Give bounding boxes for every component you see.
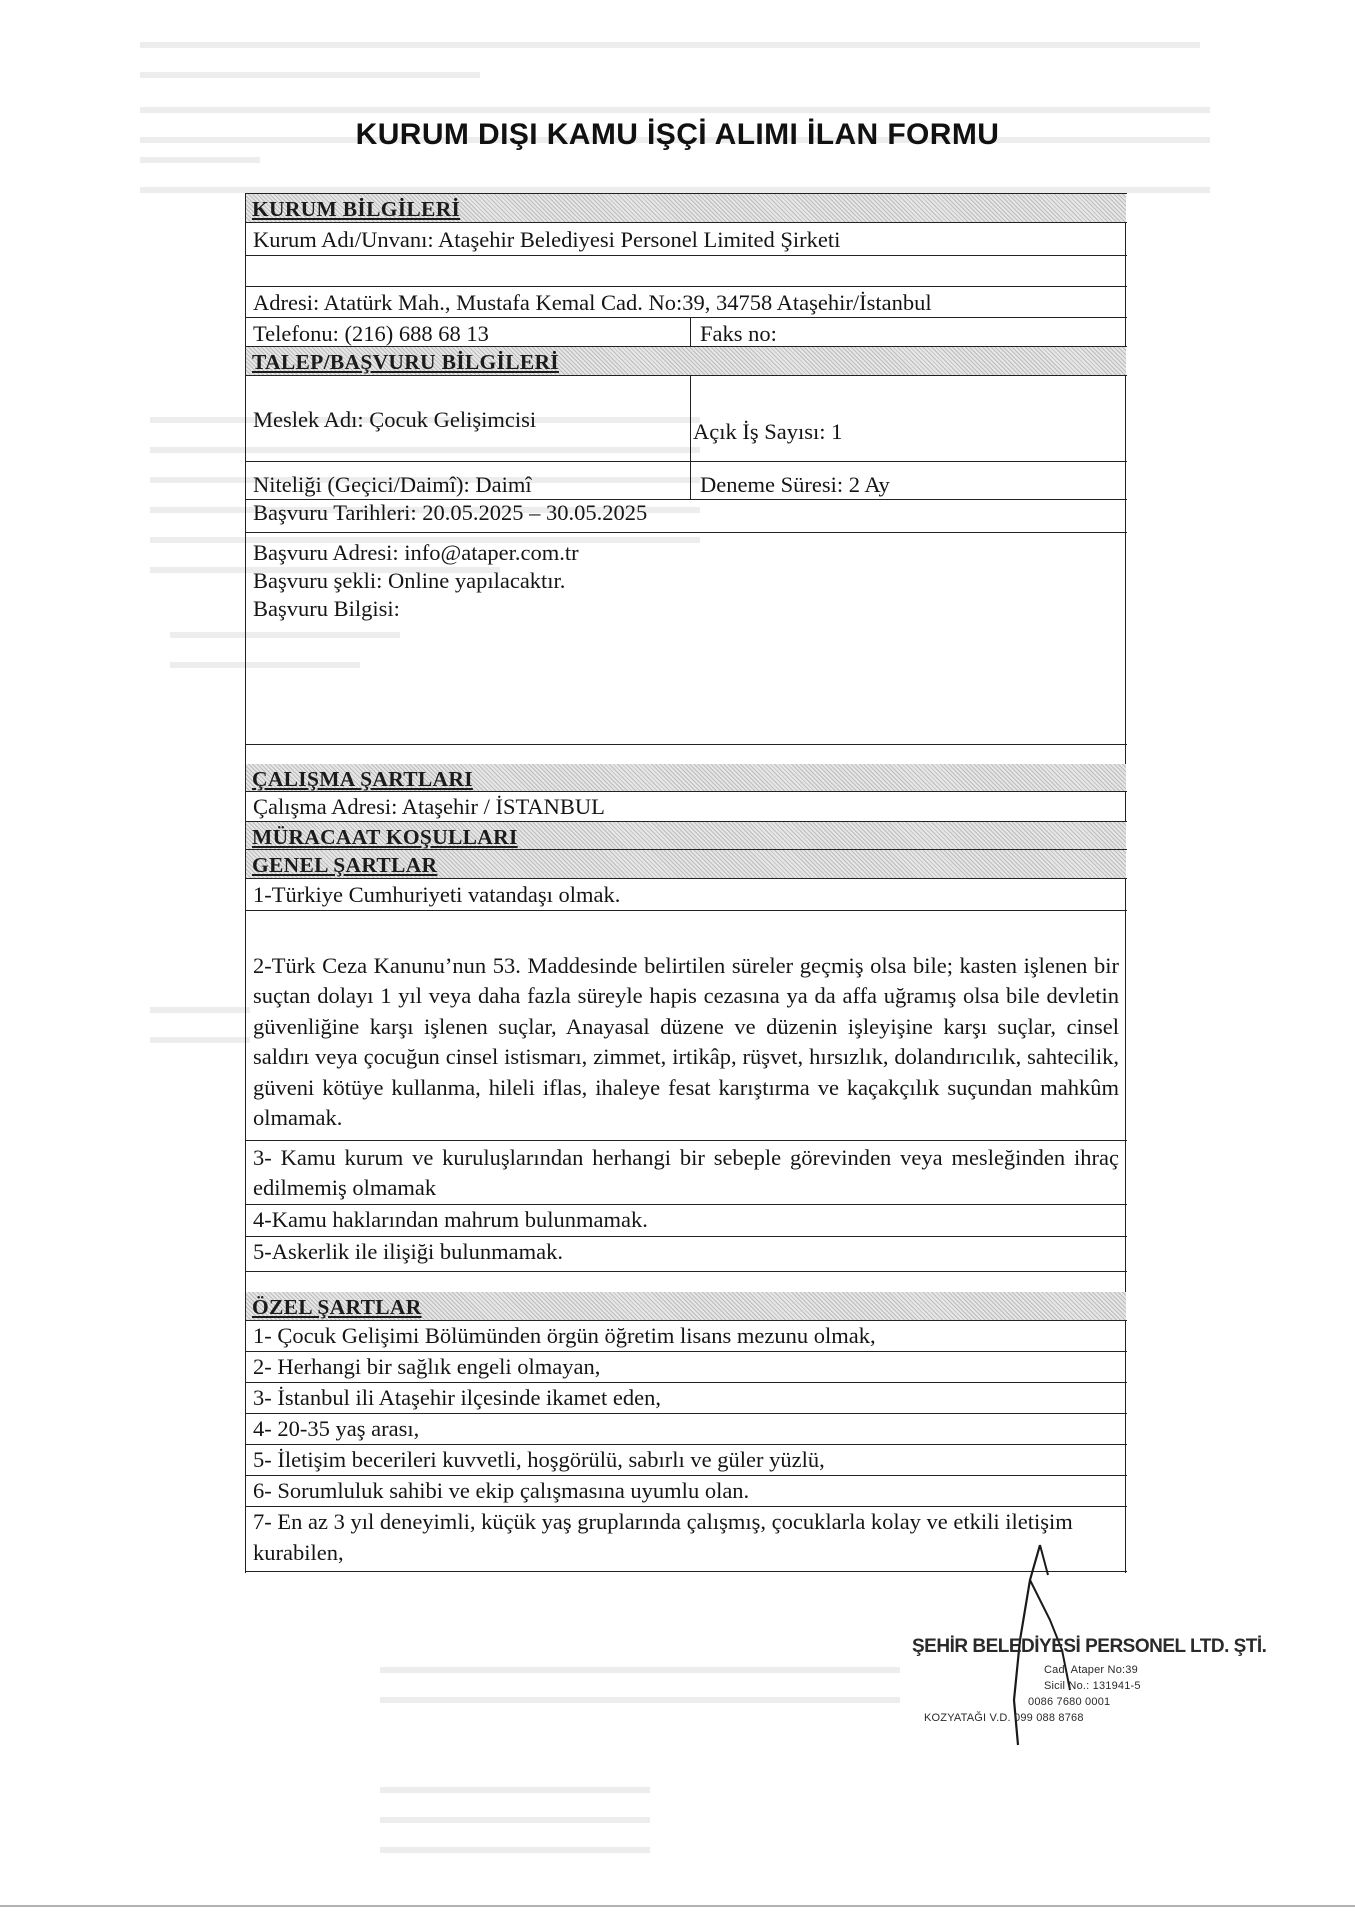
form-border-left bbox=[245, 193, 246, 1573]
column-divider bbox=[690, 375, 691, 461]
row-divider bbox=[245, 286, 1127, 287]
row-divider bbox=[245, 375, 1127, 376]
stamp-mersis: 0086 7680 0001 bbox=[1028, 1696, 1111, 1708]
genel-item: 3- Kamu kurum ve kuruluşlarından herhangi bir sebeple görevinden veya mesleğinden ihraç edilmemiş olmamak bbox=[253, 1145, 1119, 1201]
section-header-label: GENEL ŞARTLAR bbox=[252, 853, 438, 877]
kurum-phone: Telefonu: (216) 688 68 13 bbox=[253, 321, 489, 346]
section-header-muracaat bbox=[246, 822, 1126, 850]
genel-item: 4-Kamu haklarından mahrum bulunmamak. bbox=[253, 1207, 648, 1232]
row-divider bbox=[245, 1571, 1127, 1572]
section-header-kurum bbox=[246, 194, 1126, 222]
genel-item: 2-Türk Ceza Kanunu’nun 53. Maddesinde belirtilen süreler geçmiş olsa bile; kasten işlenen bir suçtan dolayı 1 yıl veya daha fazla süreyle hapis cezasına ya da affa uğramış olsa bile devletin güvenliğine karşı işlenen suçlar, Anayasal düzene ve düzenin işleyişine karşı suçlar, cinsel saldırı veya çocuğun cinsel istismarı, zimmet, irtikâp, rüşvet, hırsızlık, dolandırıcılık, sahtecilik, güveni kötüye kullanma, hileli iflas, ihaleye fesat karıştırma ve kaçakçılık suçundan mahkûm olmamak. bbox=[253, 953, 1119, 1131]
row-divider bbox=[245, 744, 1127, 745]
row-divider bbox=[245, 1271, 1127, 1272]
section-header-ozel bbox=[246, 1292, 1126, 1320]
row-divider bbox=[245, 1444, 1127, 1445]
row-divider bbox=[245, 1320, 1127, 1321]
stamp-tax-office: KOZYATAĞI V.D. 099 088 8768 bbox=[924, 1712, 1084, 1724]
acik-is-sayisi: Açık İş Sayısı: 1 bbox=[693, 419, 843, 444]
basvuru-bilgisi: Başvuru Bilgisi: bbox=[253, 596, 400, 621]
ozel-item: 7- En az 3 yıl deneyimli, küçük yaş gruplarında çalışmış, çocuklarla kolay ve etkili iletişim kurabilen, bbox=[253, 1509, 1073, 1565]
row-divider bbox=[245, 532, 1127, 533]
row-divider bbox=[245, 791, 1127, 792]
row-divider bbox=[245, 910, 1127, 911]
section-header-calisma bbox=[246, 764, 1126, 792]
section-header-genel bbox=[246, 850, 1126, 878]
kurum-name: Kurum Adı/Unvanı: Ataşehir Belediyesi Personel Limited Şirketi bbox=[253, 227, 841, 252]
stamp-registry: Sicil No.: 131941-5 bbox=[1044, 1680, 1141, 1692]
row-divider bbox=[245, 1140, 1127, 1141]
basvuru-tarihleri: Başvuru Tarihleri: 20.05.2025 – 30.05.2025 bbox=[253, 500, 648, 525]
genel-item: 5-Askerlik ile ilişiği bulunmamak. bbox=[253, 1239, 563, 1264]
calisma-adresi: Çalışma Adresi: Ataşehir / İSTANBUL bbox=[253, 794, 605, 819]
row-divider bbox=[245, 1413, 1127, 1414]
section-header-label: MÜRACAAT KOŞULLARI bbox=[252, 825, 518, 849]
ozel-item: 6- Sorumluluk sahibi ve ekip çalışmasına uyumlu olan. bbox=[253, 1478, 750, 1503]
row-divider bbox=[245, 878, 1127, 879]
section-header-talep bbox=[246, 347, 1126, 375]
niteligi: Niteliği (Geçici/Daimî): Daimî bbox=[253, 472, 532, 497]
company-stamp bbox=[902, 1636, 1267, 1754]
column-divider bbox=[690, 461, 691, 499]
section-header-label: ÖZEL ŞARTLAR bbox=[252, 1295, 422, 1319]
basvuru-adresi: Başvuru Adresi: info@ataper.com.tr bbox=[253, 540, 579, 565]
ozel-item: 3- İstanbul ili Ataşehir ilçesinde ikamet eden, bbox=[253, 1385, 662, 1410]
meslek-adi: Meslek Adı: Çocuk Gelişimcisi bbox=[253, 407, 537, 432]
row-divider bbox=[245, 222, 1127, 223]
row-divider bbox=[245, 1382, 1127, 1383]
ozel-item: 2- Herhangi bir sağlık engeli olmayan, bbox=[253, 1354, 601, 1379]
basvuru-sekli: Başvuru şekli: Online yapılacaktır. bbox=[253, 568, 566, 593]
stamp-address: Cad. Ataper No:39 bbox=[1044, 1664, 1138, 1676]
row-divider bbox=[245, 1236, 1127, 1237]
row-divider bbox=[245, 461, 1127, 462]
form-border-right bbox=[1125, 193, 1126, 1573]
row-divider bbox=[245, 1475, 1127, 1476]
section-header-label: KURUM BİLGİLERİ bbox=[252, 197, 461, 221]
deneme-suresi: Deneme Süresi: 2 Ay bbox=[700, 472, 890, 497]
genel-item: 1-Türkiye Cumhuriyeti vatandaşı olmak. bbox=[253, 882, 621, 907]
row-divider bbox=[245, 317, 1127, 318]
kurum-address: Adresi: Atatürk Mah., Mustafa Kemal Cad. No:39, 34758 Ataşehir/İstanbul bbox=[253, 290, 932, 315]
ozel-item: 1- Çocuk Gelişimi Bölümünden örgün öğretim lisans mezunu olmak, bbox=[253, 1323, 876, 1348]
row-divider bbox=[245, 1204, 1127, 1205]
section-header-label: ÇALIŞMA ŞARTLARI bbox=[252, 767, 473, 791]
application-form bbox=[245, 193, 1127, 1573]
form-title: KURUM DIŞI KAMU İŞÇİ ALIMI İLAN FORMU bbox=[355, 118, 1000, 151]
row-divider bbox=[245, 1351, 1127, 1352]
ozel-item: 5- İletişim becerileri kuvvetli, hoşgörülü, sabırlı ve güler yüzlü, bbox=[253, 1447, 825, 1472]
stamp-company-name: ŞEHİR BELEDİYESİ PERSONEL LTD. ŞTİ. bbox=[912, 1636, 1267, 1657]
column-divider bbox=[690, 317, 691, 346]
kurum-fax: Faks no: bbox=[700, 321, 777, 346]
row-divider bbox=[245, 255, 1127, 256]
ozel-item: 4- 20-35 yaş arası, bbox=[253, 1416, 420, 1441]
section-header-label: TALEP/BAŞVURU BİLGİLERİ bbox=[252, 350, 559, 374]
